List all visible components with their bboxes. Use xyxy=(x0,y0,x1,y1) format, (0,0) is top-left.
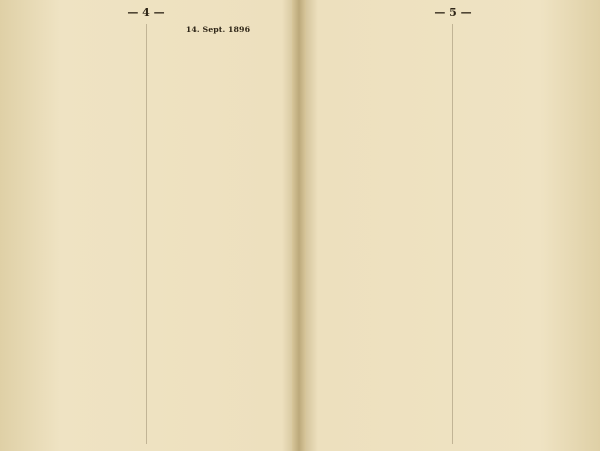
book-spine xyxy=(292,0,306,451)
page-5 xyxy=(306,0,600,451)
page-number-5: — 5 — xyxy=(434,6,472,19)
page-5-column-right xyxy=(456,22,596,446)
page-4-column-left xyxy=(8,22,144,446)
page-4 xyxy=(0,0,292,451)
date-line: 14. Sept. 1896 xyxy=(185,25,251,34)
page-4-column-right xyxy=(150,22,286,446)
column-divider xyxy=(452,24,453,444)
column-divider xyxy=(146,24,147,444)
page-number-4: — 4 — xyxy=(127,6,165,19)
page-5-column-left xyxy=(310,22,450,446)
spine-vertical-text xyxy=(292,0,306,451)
